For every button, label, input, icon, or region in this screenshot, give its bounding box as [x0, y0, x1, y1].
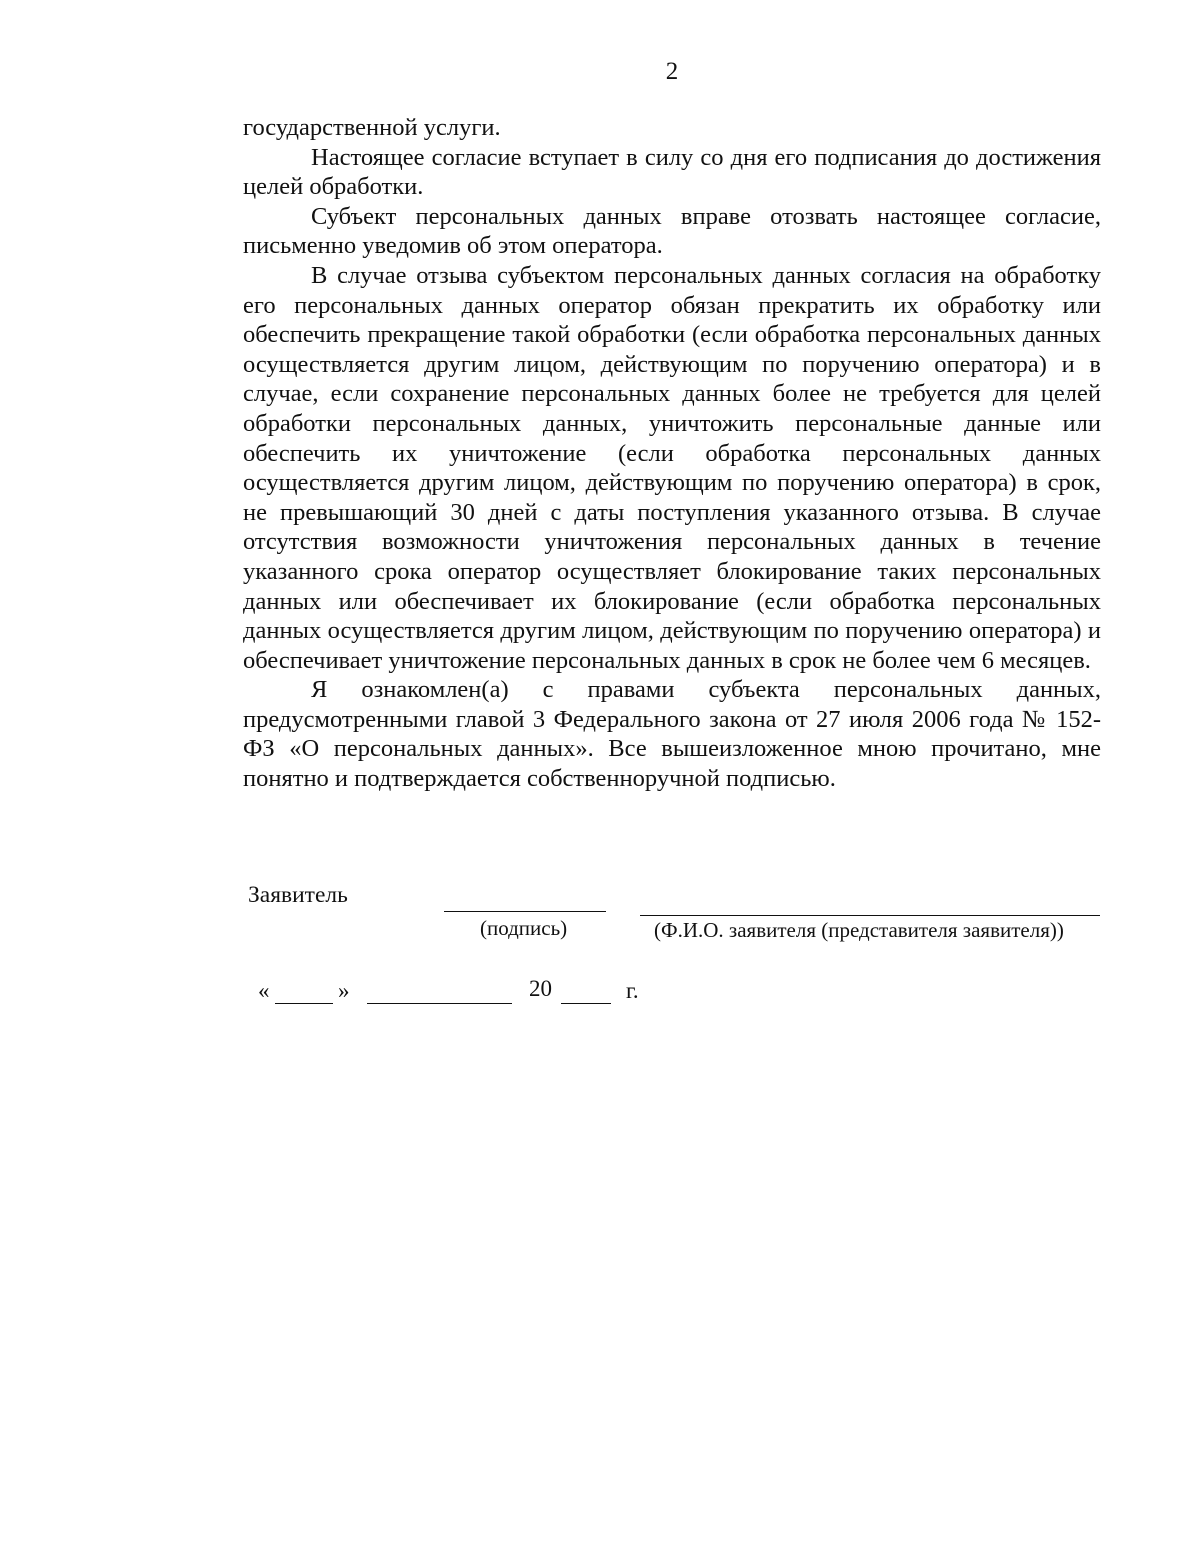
date-open-quote: «	[258, 978, 270, 1003]
date-year-suffix: г.	[626, 978, 639, 1003]
date-year-prefix: 20	[529, 976, 552, 1001]
paragraph-continuation: государственной услуги.	[243, 114, 501, 141]
fio-line	[640, 915, 1100, 916]
date-row	[0, 978, 1200, 1018]
date-year-line	[561, 1003, 611, 1004]
applicant-label: Заявитель	[248, 882, 348, 908]
date-day-line	[275, 1003, 333, 1004]
fio-caption: (Ф.И.О. заявителя (представителя заявителя))	[654, 918, 1064, 942]
signature-block	[0, 880, 1200, 1060]
consent-body-text	[243, 113, 1101, 794]
date-close-quote: »	[338, 978, 350, 1003]
paragraph-revocation-right: Субъект персональных данных вправе отозвать настоящее согласие, письменно уведомив об этом оператора.	[243, 202, 1101, 260]
paragraph-revocation-procedure: В случае отзыва субъектом персональных данных согласия на обработку его персональных данных оператор обязан прекратить их обработку или обеспечить прекращение такой обработки (если обработка персональных данных осуществляется другим лицом, действующим по поручению оператора) и в случае, если сохранение персональных данных более не требуется для целей обработки персональных данных, уничтожить персональные данные или обеспечить их уничтожение (если обработка персональных данных осуществляется другим лицом, действующим по поручению оператора) в срок, не превышающий 30 дней с даты поступления указанного отзыва. В случае отсутствия возможности уничтожения персональных данных в течение указанного срока оператор осуществляет блокирование таких персональных данных или обеспечивает их блокирование (если обработка персональных данных осуществляется другим лицом, действующим по поручению оператора) и обеспечивает уничтожение персональных данных в срок не более чем 6 месяцев.	[243, 261, 1101, 674]
paragraph-validity: Настоящее согласие вступает в силу со дня его подписания до достижения целей обработки.	[243, 143, 1101, 201]
paragraph-acknowledgement: Я ознакомлен(а) с правами субъекта персональных данных, предусмотренными главой 3 Федерального закона от 27 июля 2006 года № 152-ФЗ «О персональных данных». Все вышеизложенное мною прочитано, мне понятно и подтверждается собственноручной подписью.	[243, 676, 1101, 793]
signature-caption: (подпись)	[480, 916, 568, 940]
signature-line	[444, 911, 606, 912]
page-number: 2	[665, 58, 679, 85]
date-month-line	[367, 1003, 512, 1004]
